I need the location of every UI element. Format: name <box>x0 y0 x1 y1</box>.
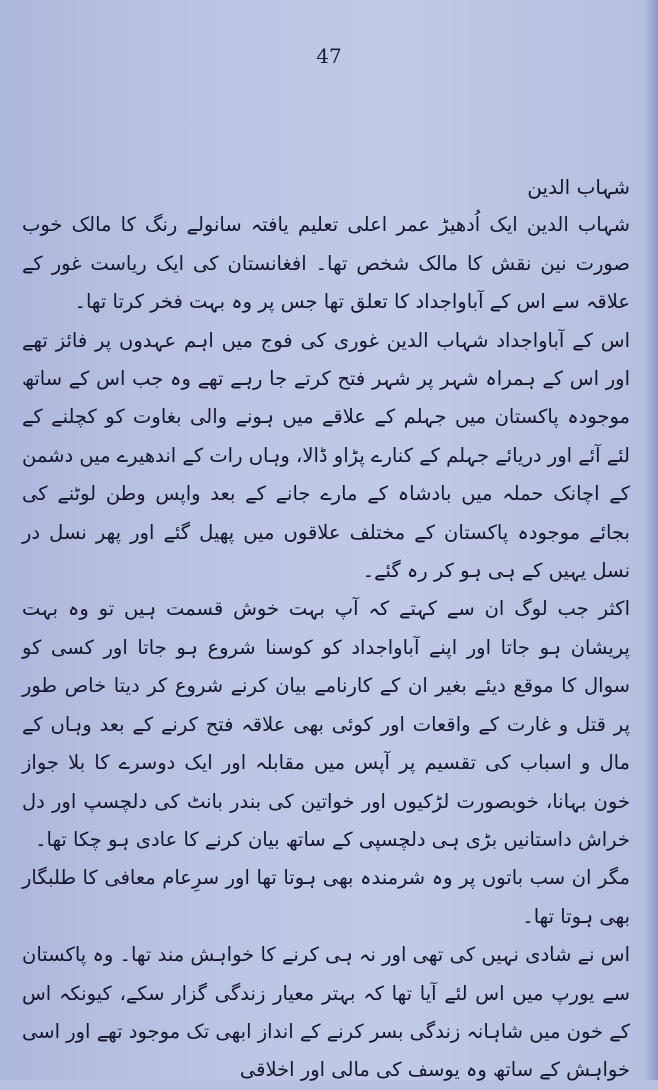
section-heading: شہاب الدین <box>527 175 630 199</box>
page-edge-shadow <box>644 0 658 1080</box>
paragraph-2: اس کے آباواجداد شہاب الدین غوری کی فوج میں اہم عہدوں پر فائز تھے اور اس کے ہمراہ شہر پر شہر فتح کرتے جا رہے تھے وہ جب اس کے ساتھ موجودہ پاکستان میں جہلم کے علاقے میں ہونے والی بغاوت کو کچلنے کے لئے آئے اور دریائے جہلم کے کنارے پڑاو ڈالا، وہاں رات کے اندھیرے میں دشمن کے اچانک حملہ میں بادشاہ کے مارے جانے کے بعد واپس وطن لوٹنے کی بجائے موجودہ پاکستان کے مختلف علاقوں میں پھیل گئے اور پھر نسل در نسل یہیں کے ہی ہو کر رہ گئے۔ <box>22 328 630 583</box>
paragraph-1: شہاب الدین ایک اُدھیڑ عمر اعلی تعلیم یافتہ سانولے رنگ کا مالک خوب صورت نین نقش کا مالک شخص تھا۔ افغانستان کی ایک ریاست غور کے علاقہ سے اس کے آباواجداد کا تعلق تھا جس پر وہ بہت فخر کرتا تھا۔ <box>22 213 630 314</box>
page-number: 47 <box>316 44 342 68</box>
paragraph-4: مگر ان سب باتوں پر وہ شرمندہ بھی ہوتا تھا اور سرِعام معافی کا طلبگار بھی ہوتا تھا۔ <box>22 866 630 928</box>
paragraph-3: اکثر جب لوگ ان سے کہتے کہ آپ بہت خوش قسمت ہیں تو وہ بہت پریشان ہو جاتا اور اپنے آباواجداد کو کوسنا شروع ہو جاتا اور کسی کو سوال کا موقع دیئے بغیر ان کے کارنامے بیان کرنے شروع کر دیتا خاص طور پر قتل و غارت کے واقعات اور کوئی بھی علاقہ فتح کرنے کے بعد وہاں کے مال و اسباب کی تقسیم پر آپس میں مقابلہ اور ایک دوسرے کا بلا جواز خون بہانا، خوبصورت لڑکیوں اور خواتین کی بندر بانٹ کی دلچسپ اور دل خراش داستانیں بڑی ہی دلچسپی کے ساتھ بیان کرنے کا عادی ہو چکا تھا۔ <box>22 597 630 851</box>
page-body <box>22 168 630 1090</box>
paragraph-5: اس نے شادی نہیں کی تھی اور نہ ہی کرنے کا خواہش مند تھا۔ وہ پاکستان سے یورپ میں اس لئے آیا تھا کہ بہتر معیار زندگی گزار سکے، کیونکہ اس کے خون میں شاہانہ زندگی بسر کرنے کے انداز ابھی تک موجود تھے اور اسی خواہش کے ساتھ وہ یوسف کی مالی اور اخلاقی <box>22 943 630 1082</box>
